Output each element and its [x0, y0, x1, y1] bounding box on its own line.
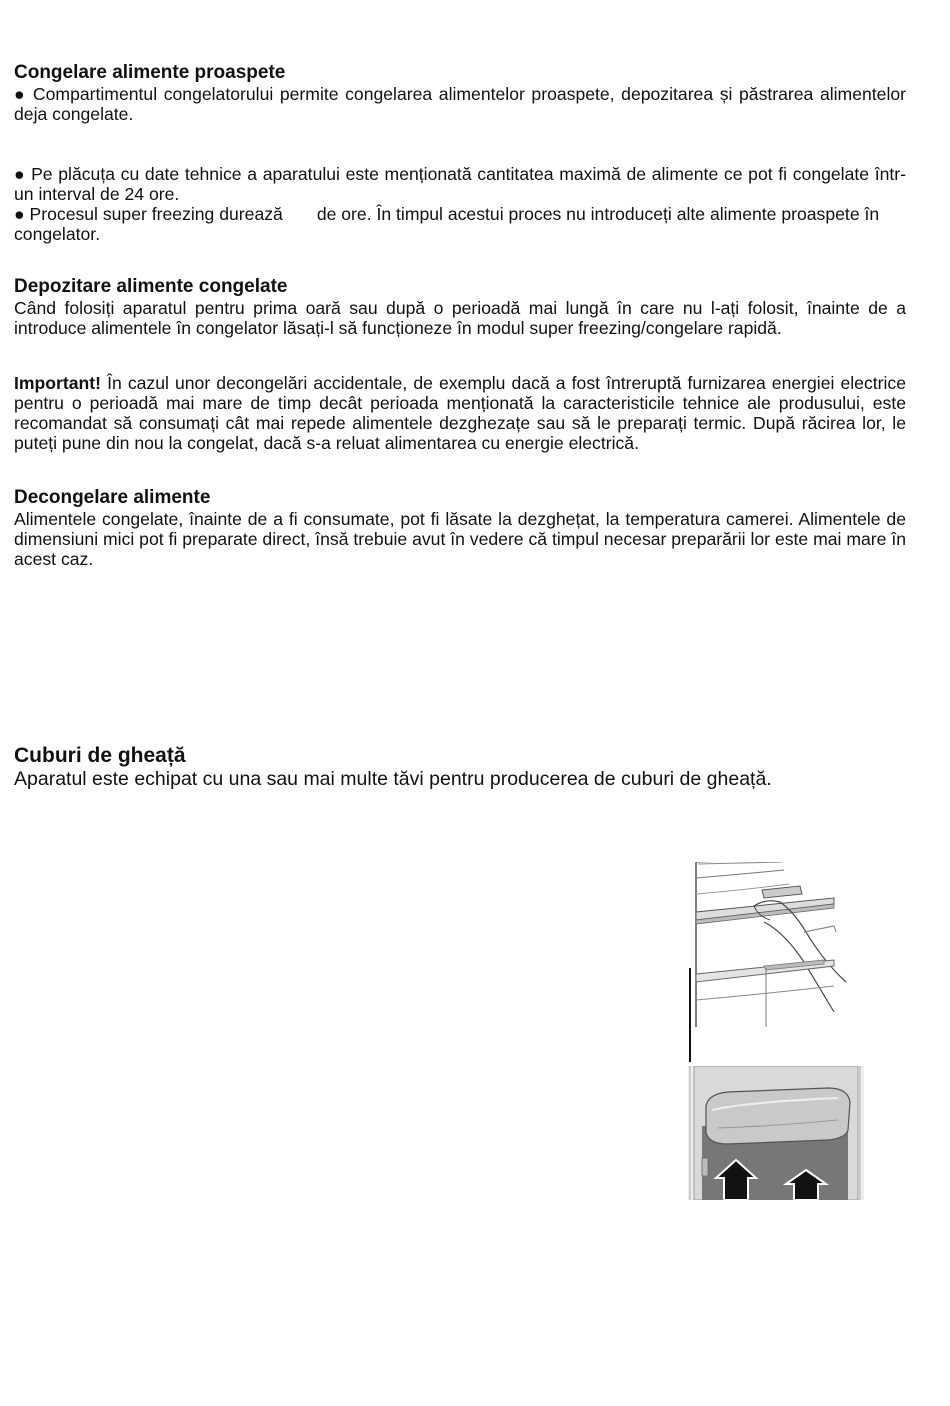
ice-paragraph: Aparatul este echipat cu una sau mai multe tăvi pentru producerea de cuburi de gheață.: [14, 768, 772, 790]
section-title-storage: Depozitare alimente congelate: [14, 276, 288, 297]
important-paragraph: [14, 373, 906, 453]
freezer-drawer-illustration: [688, 1066, 864, 1200]
fresh-bullet-1: ● Compartimentul congelatorului permite congelarea alimentelor proaspete, depozitarea și păstrarea alimentelor deja congelate.: [14, 84, 906, 124]
shelf-removal-illustration: [684, 862, 854, 1072]
fresh-bullet-3b: de ore. În timpul acestui proces nu introduceți alte alimente proaspete în congelator.: [14, 204, 880, 244]
thaw-paragraph: Alimentele congelate, înainte de a fi consumate, pot fi lăsate la dezghețat, la temperatura camerei. Alimentele de dimensiuni mici pot fi preparate direct, însă trebuie avut în vedere că timpul necesar preparării lor este mai mare în acest caz.: [14, 509, 906, 569]
section-title-ice: Cuburi de gheață: [14, 744, 186, 767]
important-label: Important!: [14, 373, 101, 393]
important-text: În cazul unor decongelări accidentale, de exemplu dacă a fost întreruptă furnizarea energiei electrice pentru o perioadă mai mare de timp decât perioada menționată la caracteristicile tehnice ale produsului, este recomandat să consumați cât mai repede alimentele dezghezațe sau să le preparați termic. După răcirea lor, le puteți pune din nou la congelat, dacă s-a reluat alimentarea cu energie electrică.: [14, 373, 907, 453]
fresh-bullet-3a: ● Procesul super freezing durează: [14, 204, 283, 224]
section-title-thaw: Decongelare alimente: [14, 487, 211, 508]
storage-paragraph: Când folosiți aparatul pentru prima oară sau după o perioadă mai lungă în care nu l-ați folosit, înainte de a introduce alimentele în congelator lăsați-l să funcționeze în modul super freezing/congelare rapidă.: [14, 298, 906, 338]
fresh-bullet-2: ● Pe plăcuța cu date tehnice a aparatului este menționată cantitatea maximă de alimente ce pot fi congelate într-un interval de 24 ore.: [14, 164, 906, 204]
section-title-fresh: Congelare alimente proaspete: [14, 62, 286, 83]
fresh-bullet-3: [14, 204, 906, 244]
